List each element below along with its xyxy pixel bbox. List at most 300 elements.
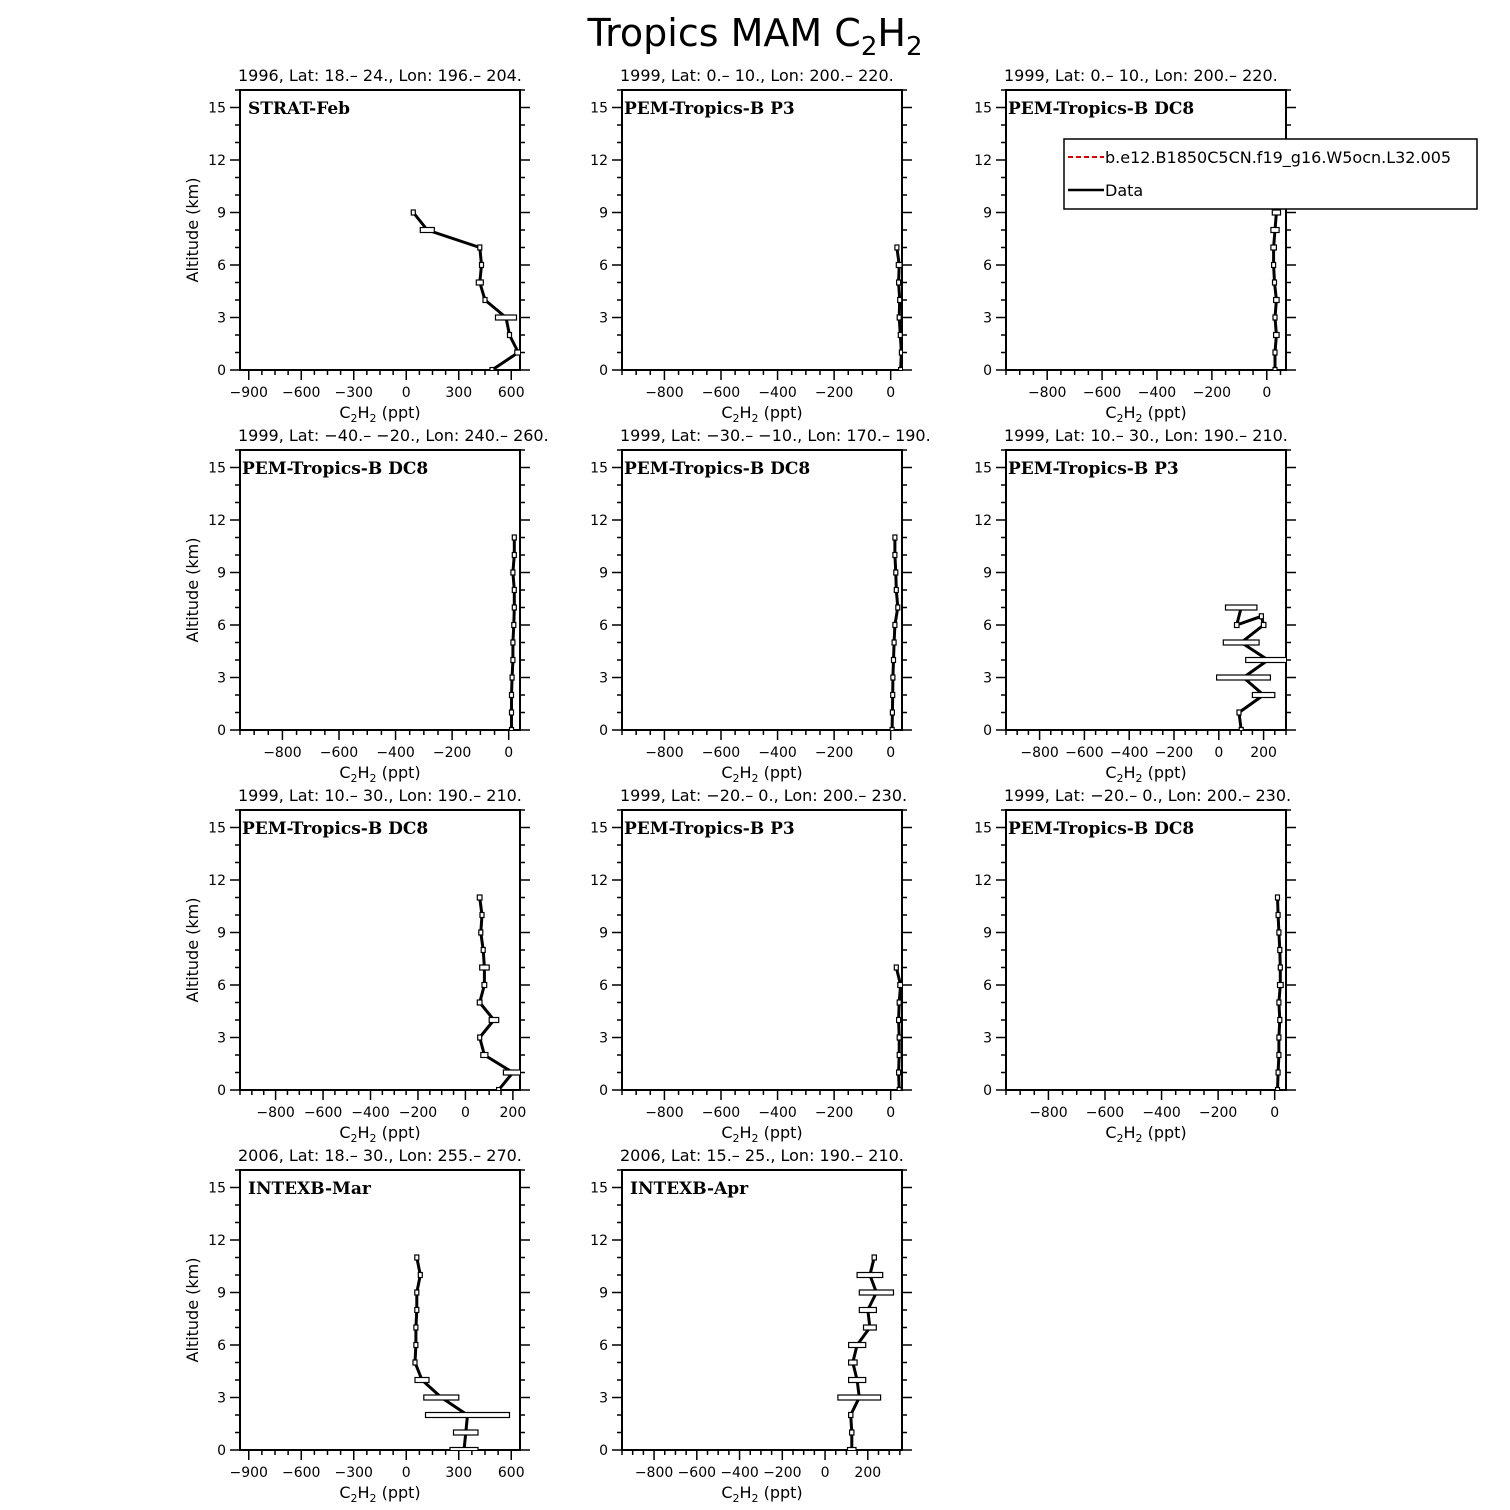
plot-frame (622, 450, 902, 730)
error-box (510, 693, 514, 698)
y-tick-label: 15 (208, 1180, 226, 1197)
x-tick-label: −900 (229, 385, 268, 401)
error-box (897, 1000, 901, 1005)
chart-panel-9 (974, 786, 1296, 1145)
x-tick-label: −200 (1192, 385, 1232, 401)
x-tick-label: −400 (1142, 1105, 1181, 1121)
y-tick-label: 3 (983, 670, 992, 687)
x-tick-label: −300 (334, 385, 373, 401)
error-box (897, 315, 901, 320)
y-tick-label: 6 (599, 618, 608, 634)
error-box (480, 913, 484, 918)
x-tick-label: 0 (1214, 745, 1224, 761)
y-tick-label: 0 (217, 1083, 226, 1099)
error-box (892, 640, 896, 645)
error-box (849, 1360, 858, 1365)
error-box (864, 1325, 877, 1330)
data-line (415, 1258, 468, 1451)
x-tick-label: −200 (763, 1465, 802, 1481)
x-tick-label: −200 (432, 745, 472, 761)
y-tick-label: 12 (590, 1233, 608, 1249)
error-box (418, 1273, 422, 1278)
mission-label: PEM-Tropics-B P3 (624, 99, 795, 119)
error-box (510, 710, 514, 715)
y-tick-label: 15 (590, 1180, 608, 1197)
x-tick-label: −400 (758, 745, 797, 761)
chart-panel-11 (590, 1146, 912, 1505)
legend-data-label: Data (1105, 181, 1144, 200)
error-box (512, 535, 516, 540)
y-tick-label: 12 (208, 153, 226, 169)
error-box (476, 280, 483, 285)
error-box (896, 263, 902, 268)
plot-area (411, 210, 522, 373)
error-box (1223, 640, 1259, 645)
x-axis-label: $C_2H_2$ (ppt) (721, 1483, 803, 1505)
y-tick-label: 6 (217, 258, 226, 274)
error-box (893, 535, 897, 540)
plot-frame (240, 90, 520, 370)
error-box (512, 605, 516, 610)
y-tick-label: 3 (983, 310, 992, 327)
error-box (415, 1290, 419, 1295)
x-tick-label: −400 (351, 1105, 390, 1121)
y-tick-label: 3 (599, 670, 608, 687)
chart-panel-3 (974, 66, 1477, 425)
error-box (1259, 614, 1263, 619)
mission-label: PEM-Tropics-B DC8 (242, 459, 429, 479)
panel-title: 1999, Lat: −20.– 0., Lon: 200.– 230. (1004, 786, 1292, 805)
panel-title: 1999, Lat: −30.– −10., Lon: 170.– 190. (620, 426, 931, 445)
error-box (1278, 948, 1282, 953)
error-box (510, 728, 514, 733)
mission-label: PEM-Tropics-B P3 (624, 819, 795, 839)
x-tick-label: −400 (376, 745, 415, 761)
error-box (838, 1395, 881, 1400)
y-tick-label: 15 (208, 820, 226, 837)
y-tick-label: 9 (983, 565, 992, 582)
error-box (511, 658, 515, 663)
error-box (1273, 350, 1277, 355)
y-axis-label: Altitude (km) (183, 177, 202, 283)
x-tick-label: −600 (319, 745, 359, 761)
error-box (894, 965, 898, 970)
error-box (895, 245, 899, 250)
error-box (1246, 658, 1291, 663)
x-tick-label: −600 (282, 1465, 321, 1481)
error-box (1271, 245, 1277, 250)
error-box (450, 1448, 478, 1453)
y-axis-label: Altitude (km) (183, 897, 202, 1003)
plot-area (510, 535, 517, 733)
error-box (898, 298, 902, 303)
plot-area (1276, 895, 1284, 1093)
error-box (859, 1290, 893, 1295)
y-tick-label: 12 (208, 1233, 226, 1249)
panel-title: 1999, Lat: 0.– 10., Lon: 200.– 220. (1004, 66, 1278, 85)
error-box (415, 1378, 429, 1383)
x-tick-label: −600 (1065, 745, 1104, 761)
x-tick-label: −600 (282, 385, 321, 401)
y-tick-label: 0 (599, 363, 608, 379)
error-box (1277, 930, 1281, 935)
error-box (415, 1308, 419, 1313)
plot-area (477, 895, 522, 1093)
chart-panel-7 (183, 786, 530, 1145)
panel-title: 1999, Lat: −20.– 0., Lon: 200.– 230. (620, 786, 908, 805)
data-line (480, 898, 513, 1091)
error-box (1277, 1035, 1281, 1040)
error-box (1237, 710, 1241, 715)
plot-area (1217, 605, 1291, 733)
y-tick-label: 3 (217, 310, 226, 327)
y-axis-label: Altitude (km) (183, 537, 202, 643)
x-tick-label: −200 (1198, 1105, 1238, 1121)
x-tick-label: 0 (504, 745, 514, 761)
error-box (1278, 983, 1284, 988)
y-tick-label: 3 (599, 1390, 608, 1407)
error-box (1217, 675, 1271, 680)
x-tick-label: −800 (645, 385, 684, 401)
y-tick-label: 15 (208, 100, 226, 117)
y-tick-label: 6 (217, 618, 226, 634)
x-tick-label: −600 (701, 1105, 741, 1121)
error-box (481, 948, 485, 953)
x-axis-label: $C_2H_2$ (ppt) (339, 1123, 421, 1145)
error-box (477, 895, 482, 900)
error-box (891, 693, 895, 698)
error-box (857, 1273, 883, 1278)
plot-area (890, 535, 900, 733)
y-tick-label: 12 (974, 873, 992, 889)
x-tick-label: 200 (1250, 745, 1277, 761)
error-box (894, 570, 898, 575)
chart-panel-2 (590, 66, 912, 425)
x-tick-label: −900 (229, 1465, 268, 1481)
plot-area (838, 1255, 894, 1453)
error-box (483, 298, 487, 303)
x-tick-label: 200 (854, 1465, 882, 1481)
y-tick-label: 6 (983, 258, 992, 274)
error-box (896, 605, 900, 610)
x-tick-label: 200 (499, 1105, 527, 1121)
x-tick-label: −800 (1027, 385, 1067, 401)
plot-frame (622, 810, 902, 1090)
x-tick-label: 0 (401, 1465, 411, 1481)
x-tick-label: 0 (401, 385, 411, 401)
y-tick-label: 9 (599, 205, 608, 222)
error-box (497, 1088, 501, 1093)
error-box (490, 368, 494, 373)
error-box (850, 1430, 854, 1435)
error-box (478, 245, 482, 250)
chart-panel-6 (974, 426, 1296, 785)
error-box (426, 1413, 510, 1418)
x-tick-label: −800 (1020, 745, 1059, 761)
chart-panel-5 (590, 426, 931, 785)
error-box (893, 623, 897, 628)
error-box (849, 1343, 866, 1348)
error-box (508, 333, 512, 338)
y-tick-label: 15 (208, 460, 226, 477)
error-box (481, 1053, 488, 1058)
x-tick-label: −400 (1137, 385, 1177, 401)
y-axis-label: Altitude (km) (183, 1257, 202, 1363)
error-box (477, 1000, 482, 1005)
y-tick-label: 12 (590, 153, 608, 169)
data-line (512, 538, 515, 731)
error-box (1226, 605, 1257, 610)
chart-panel-10 (183, 1146, 530, 1505)
x-tick-label: −200 (398, 1105, 438, 1121)
error-box (1271, 228, 1279, 233)
x-tick-label: −200 (1154, 745, 1194, 761)
y-tick-label: 9 (983, 925, 992, 942)
x-tick-label: −400 (1109, 745, 1149, 761)
y-tick-label: 12 (590, 873, 608, 889)
x-axis-label: $C_2H_2$ (ppt) (339, 403, 421, 425)
x-tick-label: −800 (645, 1105, 684, 1121)
error-box (894, 588, 898, 593)
x-axis-label: $C_2H_2$ (ppt) (1105, 763, 1187, 785)
x-tick-label: −800 (645, 745, 684, 761)
legend (1064, 139, 1477, 209)
x-axis-label: $C_2H_2$ (ppt) (721, 1123, 803, 1145)
x-axis-label: $C_2H_2$ (ppt) (1105, 1123, 1187, 1145)
x-tick-label: −300 (334, 1465, 373, 1481)
y-tick-label: 6 (217, 1338, 226, 1354)
mission-label: PEM-Tropics-B DC8 (1008, 99, 1195, 119)
y-tick-label: 3 (599, 310, 608, 327)
y-tick-label: 0 (599, 723, 608, 739)
error-box (1272, 263, 1276, 268)
x-tick-label: −600 (701, 745, 741, 761)
error-box (479, 930, 483, 935)
error-box (1276, 895, 1280, 900)
error-box (1278, 965, 1282, 970)
x-axis-label: $C_2H_2$ (ppt) (721, 763, 803, 785)
error-box (511, 640, 515, 645)
chart-panel-8 (590, 786, 912, 1145)
error-box (1252, 693, 1274, 698)
error-box (415, 1255, 419, 1260)
error-box (496, 315, 517, 320)
y-tick-label: 9 (217, 925, 226, 942)
x-axis-label: $C_2H_2$ (ppt) (1105, 403, 1187, 425)
y-tick-label: 6 (983, 618, 992, 634)
error-box (849, 1378, 866, 1383)
x-tick-label: −800 (263, 745, 302, 761)
error-box (897, 1053, 901, 1058)
error-box (1273, 368, 1277, 373)
error-box (1277, 1053, 1281, 1058)
error-box (414, 1343, 418, 1348)
y-tick-label: 12 (590, 513, 608, 529)
x-tick-label: 0 (820, 1465, 830, 1481)
x-tick-label: 0 (886, 745, 896, 761)
plot-frame (240, 450, 520, 730)
panel-title: 1996, Lat: 18.– 24., Lon: 196.– 204. (238, 66, 522, 85)
plot-frame (240, 810, 520, 1090)
error-box (1276, 1070, 1280, 1075)
error-box (893, 553, 897, 558)
panel-title: 2006, Lat: 15.– 25., Lon: 190.– 210. (620, 1146, 904, 1165)
data-line (1278, 898, 1281, 1091)
error-box (424, 1395, 459, 1400)
mission-label: PEM-Tropics-B P3 (1008, 459, 1179, 479)
x-tick-label: 300 (445, 1465, 473, 1481)
y-tick-label: 9 (599, 1285, 608, 1302)
panels (183, 66, 1477, 1505)
y-tick-label: 15 (590, 460, 608, 477)
error-box (848, 1448, 857, 1453)
x-tick-label: −600 (677, 1465, 717, 1481)
y-tick-label: 0 (983, 363, 992, 379)
y-tick-label: 9 (217, 1285, 226, 1302)
error-box (891, 675, 895, 680)
mission-label: PEM-Tropics-B DC8 (1008, 819, 1195, 839)
panel-title: 1999, Lat: −40.– −20., Lon: 240.– 260. (238, 426, 549, 445)
error-box (1276, 913, 1280, 918)
error-box (897, 1035, 901, 1040)
mission-label: INTEXB-Mar (248, 1179, 371, 1199)
mission-label: PEM-Tropics-B DC8 (242, 819, 429, 839)
x-tick-label: 0 (460, 1105, 470, 1121)
error-box (482, 983, 487, 988)
mission-label: PEM-Tropics-B DC8 (624, 459, 811, 479)
error-box (1274, 333, 1280, 338)
plot-frame (1006, 810, 1286, 1090)
x-tick-label: −800 (1029, 1105, 1068, 1121)
panel-title: 1999, Lat: 0.– 10., Lon: 200.– 220. (620, 66, 894, 85)
chart-panel-1 (183, 66, 530, 425)
panel-title: 1999, Lat: 10.– 30., Lon: 190.– 210. (238, 786, 522, 805)
x-tick-label: −400 (758, 1105, 797, 1121)
x-tick-label: −400 (720, 1465, 759, 1481)
error-box (480, 263, 484, 268)
y-tick-label: 0 (599, 1083, 608, 1099)
x-tick-label: −200 (814, 385, 854, 401)
mission-label: STRAT-Feb (248, 99, 351, 119)
x-tick-label: −600 (1082, 385, 1122, 401)
error-box (454, 1430, 479, 1435)
y-tick-label: 3 (983, 1030, 992, 1047)
error-box (512, 623, 516, 628)
y-tick-label: 9 (217, 565, 226, 582)
error-box (1277, 1000, 1281, 1005)
y-tick-label: 3 (217, 1030, 226, 1047)
plot-frame (1006, 450, 1286, 730)
panel-title: 2006, Lat: 18.– 30., Lon: 255.– 270. (238, 1146, 522, 1165)
error-box (1276, 1088, 1280, 1093)
error-box (414, 1325, 418, 1330)
y-tick-label: 6 (599, 258, 608, 274)
y-tick-label: 9 (599, 565, 608, 582)
y-tick-label: 0 (217, 1443, 226, 1459)
error-box (859, 1308, 876, 1313)
panel-title: 1999, Lat: 10.– 30., Lon: 190.– 210. (1004, 426, 1288, 445)
x-axis-label: $C_2H_2$ (ppt) (721, 403, 803, 425)
error-box (1273, 315, 1277, 320)
error-box (1272, 210, 1280, 215)
error-box (897, 1070, 901, 1075)
y-tick-label: 12 (974, 153, 992, 169)
y-tick-label: 9 (217, 205, 226, 222)
y-tick-label: 15 (590, 100, 608, 117)
y-tick-label: 15 (590, 820, 608, 837)
plot-frame (240, 1170, 520, 1450)
x-tick-label: −600 (701, 385, 741, 401)
y-tick-label: 3 (217, 670, 226, 687)
y-tick-label: 0 (599, 1443, 608, 1459)
y-tick-label: 15 (974, 820, 992, 837)
error-box (512, 553, 516, 558)
y-tick-label: 6 (217, 978, 226, 994)
error-box (413, 1360, 417, 1365)
data-line (892, 538, 898, 731)
x-tick-label: −600 (1085, 1105, 1125, 1121)
x-tick-label: 600 (497, 1465, 525, 1481)
y-tick-label: 6 (599, 1338, 608, 1354)
y-tick-label: 0 (983, 1083, 992, 1099)
error-box (480, 965, 490, 970)
error-box (478, 1035, 482, 1040)
error-box (898, 333, 902, 338)
error-box (1261, 623, 1266, 628)
x-tick-label: −400 (758, 385, 797, 401)
y-tick-label: 9 (599, 925, 608, 942)
error-box (1278, 1018, 1282, 1023)
error-box (849, 1413, 853, 1418)
error-box (897, 280, 901, 285)
x-tick-label: 300 (445, 385, 473, 401)
error-box (899, 368, 903, 373)
y-tick-label: 0 (983, 723, 992, 739)
x-tick-label: −600 (303, 1105, 343, 1121)
y-tick-label: 15 (974, 460, 992, 477)
error-box (1274, 298, 1280, 303)
y-tick-label: 15 (974, 100, 992, 117)
data-line (851, 1258, 877, 1451)
x-tick-label: −800 (634, 1465, 674, 1481)
legend-model-label: b.e12.B1850C5CN.f19_g16.W5ocn.L32.005 (1105, 148, 1452, 167)
y-tick-label: 0 (217, 363, 226, 379)
y-tick-label: 12 (208, 513, 226, 529)
error-box (510, 675, 514, 680)
chart-panel-4 (183, 426, 549, 785)
x-axis-label: $C_2H_2$ (ppt) (339, 763, 421, 785)
error-box (511, 570, 515, 575)
y-tick-label: 3 (599, 1030, 608, 1047)
error-box (872, 1255, 876, 1260)
error-box (411, 210, 415, 215)
x-tick-label: 0 (1270, 1105, 1280, 1121)
x-tick-label: 0 (1262, 385, 1272, 401)
y-tick-label: 12 (974, 513, 992, 529)
plot-area (413, 1255, 510, 1453)
x-tick-label: 0 (886, 1105, 896, 1121)
mission-label: INTEXB-Apr (630, 1179, 749, 1199)
error-box (512, 588, 516, 593)
y-tick-label: 3 (217, 1390, 226, 1407)
error-box (892, 658, 896, 663)
data-line (413, 213, 518, 371)
y-tick-label: 6 (983, 978, 992, 994)
error-box (420, 228, 434, 233)
x-tick-label: 0 (886, 385, 896, 401)
y-tick-label: 0 (217, 723, 226, 739)
x-tick-label: −200 (814, 1105, 854, 1121)
